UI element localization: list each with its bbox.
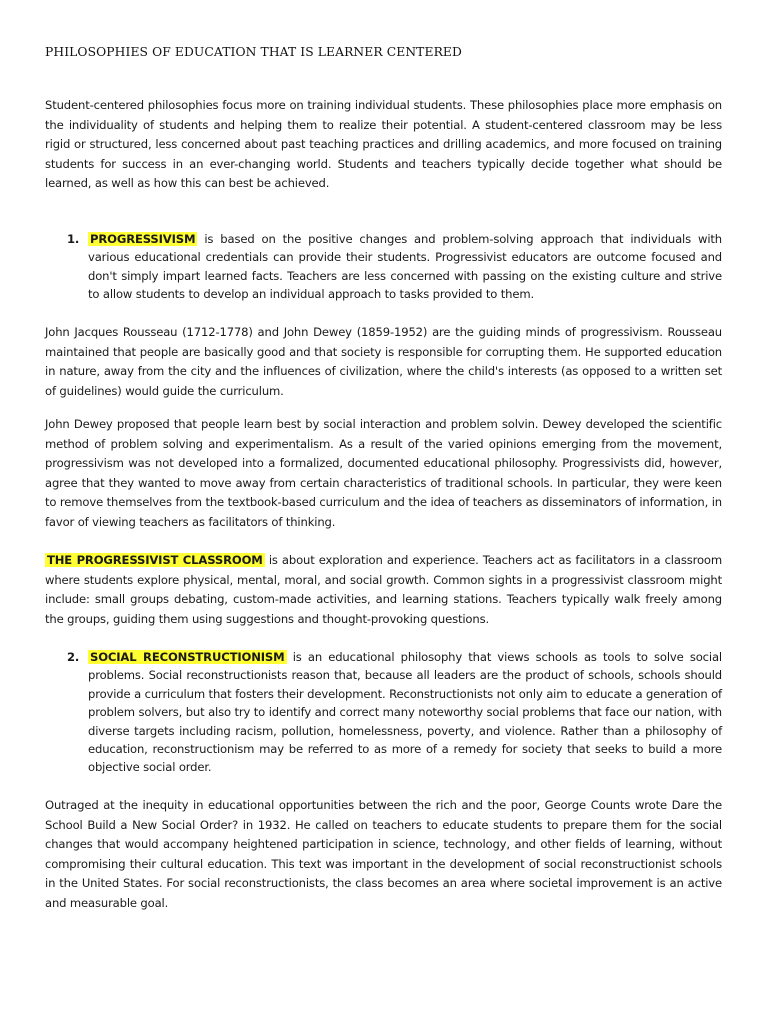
classroom-paragraph (45, 551, 722, 629)
classroom-text: is about exploration and experience. Teachers act as facilitators in a classroom where students explore physical, mental, moral, and social growth. Common sights in a progressivist classroom might include: small groups debating, custom-made activities, and learning stations. Teachers typically walk freely among the groups, guiding them using suggestions and thought-provoking questions. (45, 553, 723, 626)
list-number: 2. (67, 650, 80, 664)
list-item-social-reconstructionism (67, 648, 722, 777)
list-item-progressivism (67, 230, 722, 304)
highlighted-term: PROGRESSIVISM (90, 232, 196, 246)
counts-paragraph: Outraged at the inequity in educational opportunities between the rich and the poor, George Counts wrote Dare the School Build a New Social Order? in 1932. He called on teachers to educate students to prepare them for the social changes that would accompany heightened participation in science, technology, and other fields of learning, without compromising their cultural education. This text was important in the development of social reconstructionist schools in the United States. For social reconstructionists, the class becomes an area where societal improvement is an active and measurable goal. (45, 798, 722, 910)
list-item-text: is an educational philosophy that views schools as tools to solve social problems. Social reconstructionists reason that, because all leaders are the product of schools, schools should provide a curriculum that fosters their development. Reconstructionists not only aim to educate a generation of problem solvers, but also try to identify and correct many noteworthy social problems that face our nation, with diverse targets including racism, pollution, homelessness, poverty, and violence. Rather than a philosophy of education, reconstructionism may be referred to as more of a remedy for society that seeks to build a more objective social order. (88, 650, 722, 775)
document-title: PHILOSOPHIES OF EDUCATION THAT IS LEARNER CENTERED (45, 45, 462, 59)
dewey-paragraph: John Dewey proposed that people learn best by social interaction and problem solvin. Dewey developed the scientific method of problem solving and experimentalism. As a result of the varied opinions emerging from the movement, progressivism was not developed into a formalized, documented educational philosophy. Progressivists did, however, agree that they wanted to move away from certain characteristics of traditional schools. In particular, they were keen to remove themselves from the textbook-based curriculum and the idea of teachers as disseminators of information, in favor of viewing teachers as facilitators of thinking. (45, 417, 722, 529)
highlighted-term: THE PROGRESSIVIST CLASSROOM (47, 553, 263, 567)
highlighted-term: SOCIAL RECONSTRUCTIONISM (90, 650, 285, 664)
list-item-text: is based on the positive changes and problem-solving approach that individuals with various educational credentials can provide their students. Progressivist educators are outcome focused and don't simply impart learned facts. Teachers are less concerned with passing on the existing culture and strive to allow students to develop an individual approach to tasks provided to them. (88, 232, 722, 302)
intro-paragraph: Student-centered philosophies focus more on training individual students. These philosophies place more emphasis on the individuality of students and helping them to realize their potential. A student-centered classroom may be less rigid or structured, less concerned about past teaching practices and drilling academics, and more focused on training students for success in an ever-changing world. Students and teachers typically decide together what should be learned, as well as how this can best be achieved. (45, 98, 722, 191)
list-number: 1. (67, 232, 80, 246)
rousseau-paragraph: John Jacques Rousseau (1712-1778) and John Dewey (1859-1952) are the guiding minds of progressivism. Rousseau maintained that people are basically good and that society is responsible for corrupting them. He supported education in nature, away from the city and the influences of civilization, where the child's interests (as opposed to a written set of guidelines) would guide the curriculum. (45, 325, 722, 398)
